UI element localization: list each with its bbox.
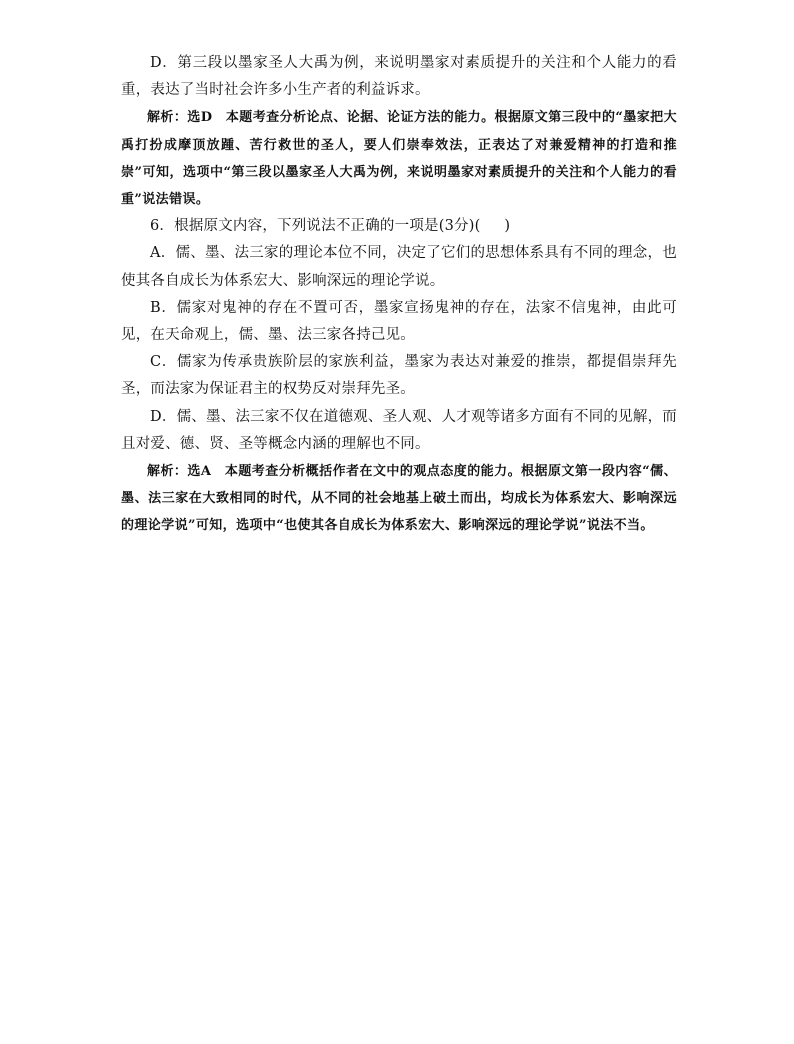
- q6-analysis-label: 解析：选A: [147, 464, 212, 480]
- q6-stem: [121, 213, 677, 240]
- q6-option-d: D．儒、墨、法三家不仅在道德观、圣人观、人才观等诸多方面有不同的见解，而且对爱、德、贤、圣等概念内涵的理解也不同。: [121, 408, 677, 452]
- q6-analysis: [121, 458, 677, 540]
- document-page: [121, 50, 677, 540]
- q6-stem-end: ): [504, 218, 511, 235]
- q6-analysis-text: 本题考查分析概括作者在文中的观点态度的能力。根据原文第一段内容“儒、墨、法三家在大致相同的时代，从不同的社会地基上破土而出，均成长为体系宏大、影响深远的理论学说”可知，选项中“也使其各自成长为体系宏大、影响深远的理论学说”说法不当。: [121, 464, 678, 534]
- q6-option-b: B．儒家对鬼神的存在不置可否，墨家宣扬鬼神的存在，法家不信鬼神，由此可见，在天命观上，儒、墨、法三家各持己见。: [121, 299, 677, 344]
- q6-stem-start: 6．根据原文内容，下列说法不正确的一项是(3分)(: [150, 218, 481, 235]
- q6-option-c: C．儒家为传承贵族阶层的家族利益，墨家为表达对兼爱的推崇，都提倡崇拜先圣，而法家为保证君主的权势反对崇拜先圣。: [121, 354, 677, 398]
- q5-analysis: [121, 104, 677, 213]
- q5-analysis-text: 本题考查分析论点、论据、论证方法的能力。根据原文第三段中的“墨家把大禹打扮成摩顶放踵、苦行救世的圣人，要人们崇奉效法，正表达了对兼爱精神的打造和推崇”可知，选项中“第三段以墨家圣人大禹为例，来说明墨家对素质提升的关注和个人能力的看重”说法错误。: [121, 110, 677, 208]
- q5-analysis-label: 解析：选D: [147, 110, 213, 126]
- q6-option-a: A．儒、墨、法三家的理论本位不同，决定了它们的思想体系具有不同的理念，也使其各自成长为体系宏大、影响深远的理论学说。: [121, 245, 677, 289]
- q5-option-d: D．第三段以墨家圣人大禹为例，来说明墨家对素质提升的关注和个人能力的看重，表达了当时社会许多小生产者的利益诉求。: [121, 55, 677, 99]
